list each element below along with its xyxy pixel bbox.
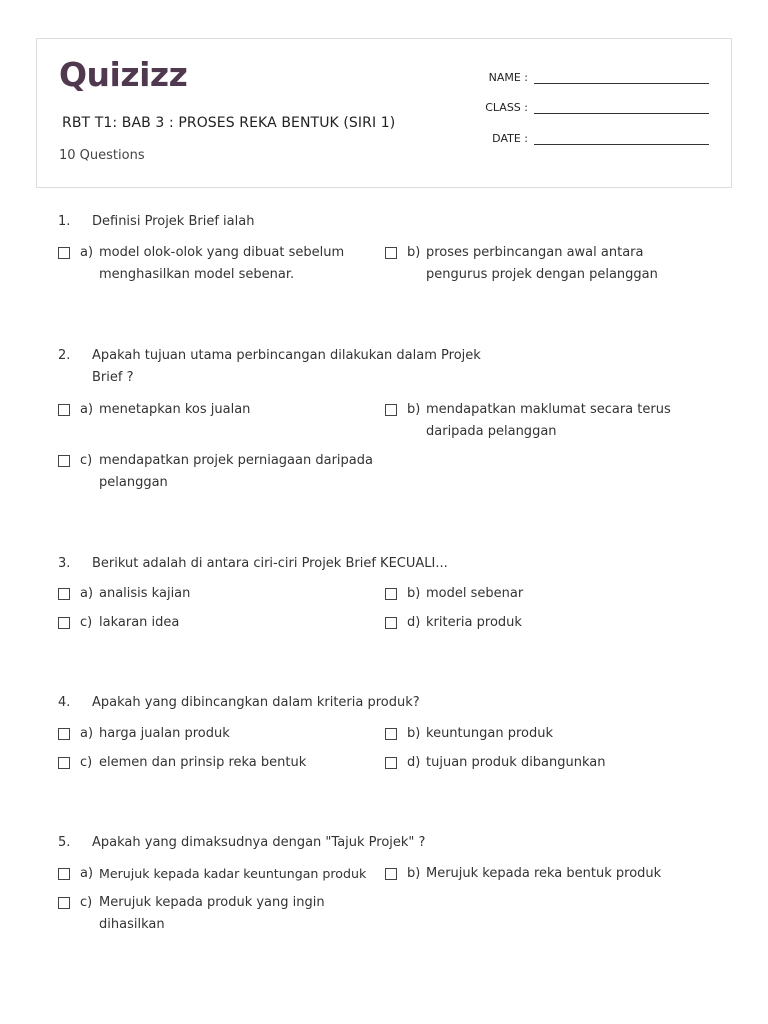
date-label: DATE : (492, 132, 528, 145)
option-letter: b) (407, 245, 421, 260)
option-letter: b) (407, 402, 421, 417)
option-text: model sebenar (426, 586, 524, 601)
checkbox-icon[interactable] (385, 404, 397, 416)
question-3 (58, 553, 728, 630)
option-letter: c) (80, 615, 93, 630)
name-line[interactable] (534, 73, 709, 84)
name-field[interactable] (448, 71, 709, 84)
option-4b[interactable] (385, 723, 716, 745)
option-text: mendapatkan projek perniagaan daripada pelanggan (99, 453, 373, 490)
question-4 (58, 692, 728, 770)
question-number: 4. (58, 695, 71, 710)
option-4c[interactable] (58, 752, 389, 774)
checkbox-icon[interactable] (385, 728, 397, 740)
option-text: keuntungan produk (426, 726, 553, 741)
option-text: harga jualan produk (99, 726, 230, 741)
question-text: Apakah yang dibincangkan dalam kriteria produk? (92, 695, 420, 710)
date-line[interactable] (534, 134, 709, 145)
option-letter: d) (407, 615, 421, 630)
option-letter: a) (80, 726, 94, 741)
checkbox-icon[interactable] (58, 455, 70, 467)
option-text: analisis kajian (99, 586, 191, 601)
question-2 (58, 345, 728, 490)
option-text: Merujuk kepada produk yang ingin dihasilkan (99, 895, 325, 932)
question-count: 10 Questions (59, 148, 145, 163)
option-text: Merujuk kepada kadar keuntungan produk (99, 866, 367, 881)
option-text: elemen dan prinsip reka bentuk (99, 755, 307, 770)
option-3b[interactable] (385, 583, 716, 605)
question-number: 1. (58, 214, 71, 229)
option-letter: b) (407, 726, 421, 741)
checkbox-icon[interactable] (58, 728, 70, 740)
option-letter: c) (80, 895, 93, 910)
option-5b[interactable] (385, 863, 716, 885)
option-letter: c) (80, 755, 93, 770)
option-letter: b) (407, 866, 421, 881)
option-letter: b) (407, 586, 421, 601)
checkbox-icon[interactable] (385, 588, 397, 600)
option-text: model olok-olok yang dibuat sebelum menghasilkan model sebenar. (99, 245, 345, 282)
option-1b[interactable] (385, 242, 671, 286)
option-4d[interactable] (385, 752, 716, 774)
checkbox-icon[interactable] (385, 868, 397, 880)
question-1 (58, 211, 728, 282)
checkbox-icon[interactable] (58, 247, 70, 259)
option-2a[interactable] (58, 399, 389, 421)
question-number: 3. (58, 556, 71, 571)
checkbox-icon[interactable] (58, 617, 70, 629)
option-5c[interactable] (58, 892, 344, 936)
option-letter: a) (80, 866, 94, 881)
quizizz-logo: Quizizz (59, 55, 188, 94)
option-letter: d) (407, 755, 421, 770)
option-letter: c) (80, 453, 93, 468)
checkbox-icon[interactable] (385, 247, 397, 259)
checkbox-icon[interactable] (385, 617, 397, 629)
option-3c[interactable] (58, 612, 389, 634)
date-field[interactable] (448, 132, 709, 145)
option-2c[interactable] (58, 450, 384, 494)
option-letter: a) (80, 402, 94, 417)
name-label: NAME : (488, 71, 528, 84)
option-text: proses perbincangan awal antara pengurus projek dengan pelanggan (426, 245, 658, 282)
question-text: Definisi Projek Brief ialah (92, 214, 255, 229)
quiz-title: RBT T1: BAB 3 : PROSES REKA BENTUK (SIRI 1) (62, 115, 396, 131)
option-text: Merujuk kepada reka bentuk produk (426, 866, 662, 881)
question-number: 2. (58, 348, 71, 363)
checkbox-icon[interactable] (58, 757, 70, 769)
checkbox-icon[interactable] (58, 404, 70, 416)
option-5a[interactable] (58, 863, 399, 885)
option-4a[interactable] (58, 723, 389, 745)
option-text: kriteria produk (426, 615, 522, 630)
worksheet-header (36, 38, 732, 188)
option-letter: a) (80, 245, 94, 260)
option-letter: a) (80, 586, 94, 601)
option-text: mendapatkan maklumat secara terus daripada pelanggan (426, 402, 671, 439)
question-5 (58, 832, 728, 932)
option-text: menetapkan kos jualan (99, 402, 251, 417)
class-label: CLASS : (485, 101, 528, 114)
option-text: lakaran idea (99, 615, 180, 630)
class-line[interactable] (534, 103, 709, 114)
checkbox-icon[interactable] (385, 757, 397, 769)
question-text: Apakah tujuan utama perbincangan dilakukan dalam Projek Brief ? (92, 348, 481, 385)
option-1a[interactable] (58, 242, 359, 286)
question-number: 5. (58, 835, 71, 850)
option-text: tujuan produk dibangunkan (426, 755, 606, 770)
checkbox-icon[interactable] (58, 868, 70, 880)
question-text: Berikut adalah di antara ciri-ciri Projek Brief KECUALI... (92, 556, 448, 571)
option-3a[interactable] (58, 583, 389, 605)
checkbox-icon[interactable] (58, 588, 70, 600)
class-field[interactable] (448, 101, 709, 114)
question-text: Apakah yang dimaksudnya dengan "Tajuk Projek" ? (92, 835, 426, 850)
checkbox-icon[interactable] (58, 897, 70, 909)
option-3d[interactable] (385, 612, 716, 634)
option-2b[interactable] (385, 399, 686, 443)
